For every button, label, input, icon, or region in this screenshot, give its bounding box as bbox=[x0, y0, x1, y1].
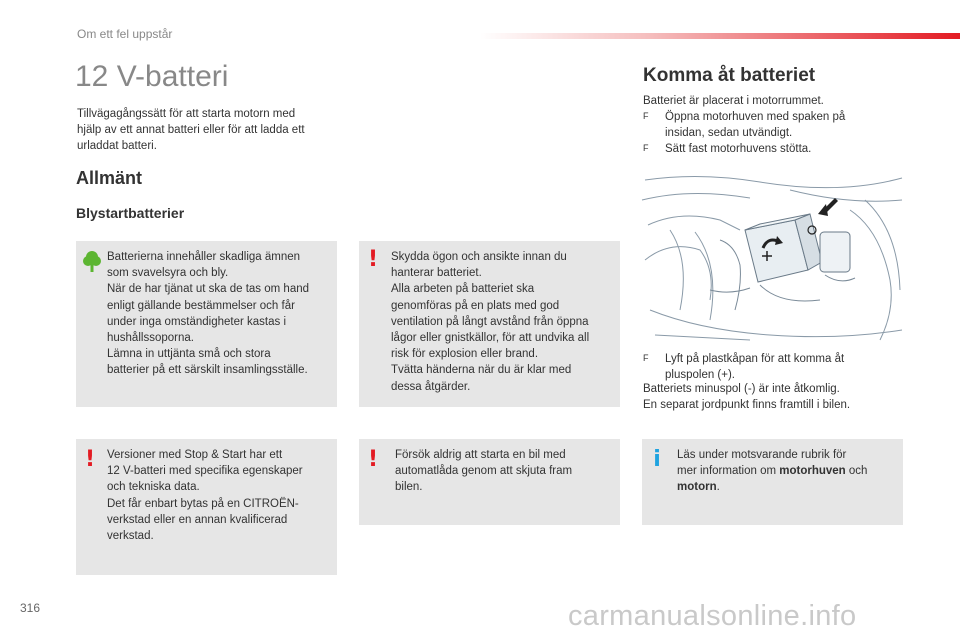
bullet-marker: F bbox=[643, 143, 649, 153]
info-bold-term: motorhuven bbox=[779, 465, 846, 478]
stopstart-line: Det får enbart bytas på en CITROËN- bbox=[107, 497, 299, 510]
bullet-marker: F bbox=[643, 111, 649, 121]
stopstart-line: verkstad. bbox=[107, 530, 154, 543]
step-lift-cover bbox=[665, 351, 844, 383]
battery-location-text: Batteriet är placerat i motorrummet. bbox=[643, 95, 824, 107]
intro-text bbox=[77, 106, 337, 154]
protect-line: dessa åtgärder. bbox=[391, 380, 471, 393]
step-line: Lyft på plastkåpan för att komma åt bbox=[665, 353, 845, 365]
push-start-warning-text bbox=[395, 447, 615, 496]
info-text: mer information om bbox=[677, 465, 780, 478]
info-text: . bbox=[716, 481, 720, 494]
eco-line: enligt gällande bestämmelser och får bbox=[107, 299, 295, 312]
negative-terminal-note: Batteriets minuspol (-) är inte åtkomlig. bbox=[643, 383, 840, 395]
stopstart-line: verkstad eller en annan kvalificerad bbox=[107, 513, 288, 526]
stop-start-warning-text bbox=[107, 447, 332, 544]
protect-line: genomföras på en plats med god bbox=[391, 299, 560, 312]
protect-line: Tvätta händerna när du är klar med bbox=[391, 364, 572, 377]
step-bonnet-stay: Sätt fast motorhuvens stötta. bbox=[665, 143, 812, 155]
intro-line: hjälp av ett annat batteri eller för att ladda ett bbox=[77, 124, 305, 136]
eco-line: När de har tjänat ut ska de tas om hand bbox=[107, 283, 310, 296]
step-line: pluspolen (+). bbox=[665, 369, 735, 381]
warning-icon: ! bbox=[367, 447, 379, 472]
step-line: Öppna motorhuven med spaken på bbox=[665, 111, 846, 123]
info-line bbox=[677, 463, 899, 479]
protect-line: ventilation på långt avstånd från öppna bbox=[391, 315, 589, 328]
push-line: Försök aldrig att starta en bil med bbox=[395, 449, 566, 461]
eco-line: Lämna in uttjänta små och stora bbox=[107, 348, 271, 361]
subsection-heading: Blystartbatterier bbox=[76, 205, 185, 221]
earth-point-note: En separat jordpunkt finns framtill i bilen. bbox=[643, 399, 851, 411]
info-note-text bbox=[677, 447, 899, 496]
page-number: 316 bbox=[20, 601, 41, 615]
warning-icon: ! bbox=[367, 247, 379, 272]
stopstart-line: 12 V-batteri med specifika egenskaper bbox=[107, 465, 303, 478]
eco-line: batterier på ett särskilt insamlingsställe. bbox=[107, 364, 308, 377]
eco-tree-icon bbox=[82, 250, 102, 274]
access-battery-heading: Komma åt batteriet bbox=[643, 65, 816, 86]
eco-line: under inga omständigheter kastas i bbox=[107, 315, 286, 328]
push-line: automatlåda genom att skjuta fram bbox=[395, 465, 573, 478]
protect-line: Skydda ögon och ansikte innan du bbox=[391, 251, 567, 263]
warning-icon: ! bbox=[84, 447, 96, 472]
info-text: och bbox=[845, 465, 868, 478]
intro-line: urladdat batteri. bbox=[77, 140, 157, 152]
push-line: bilen. bbox=[395, 481, 423, 494]
eco-line: Batterierna innehåller skadliga ämnen bbox=[107, 251, 301, 263]
protect-line: Alla arbeten på batteriet ska bbox=[391, 283, 535, 296]
watermark: carmanualsonline.info bbox=[568, 600, 857, 632]
stopstart-line: och tekniska data. bbox=[107, 481, 200, 494]
engine-compartment-illustration bbox=[640, 170, 905, 345]
protect-line: hanterar batteriet. bbox=[391, 267, 482, 280]
intro-line: Tillvägagångssätt för att starta motorn med bbox=[77, 108, 296, 120]
protection-warning-text bbox=[391, 249, 616, 395]
info-line: Läs under motsvarande rubrik för bbox=[677, 449, 847, 461]
eco-note-text bbox=[107, 249, 332, 379]
info-line bbox=[677, 479, 899, 495]
section-heading: Allmänt bbox=[76, 168, 143, 188]
info-icon: i bbox=[653, 447, 661, 472]
stopstart-line: Versioner med Stop & Start har ett bbox=[107, 449, 283, 461]
info-bold-term: motorn bbox=[677, 481, 717, 494]
section-header: Om ett fel uppstår bbox=[77, 27, 173, 41]
bullet-marker: F bbox=[643, 353, 649, 363]
eco-line: hushållssoporna. bbox=[107, 332, 194, 345]
step-line: insidan, sedan utvändigt. bbox=[665, 127, 793, 139]
eco-line: som svavelsyra och bly. bbox=[107, 267, 229, 280]
page-title: 12 V-batteri bbox=[75, 60, 229, 93]
protect-line: risk för explosion eller brand. bbox=[391, 348, 539, 361]
protect-line: lågor eller gnistkällor, för att undvika all bbox=[391, 332, 590, 345]
step-open-bonnet bbox=[665, 109, 845, 141]
header-accent-bar bbox=[480, 33, 960, 39]
